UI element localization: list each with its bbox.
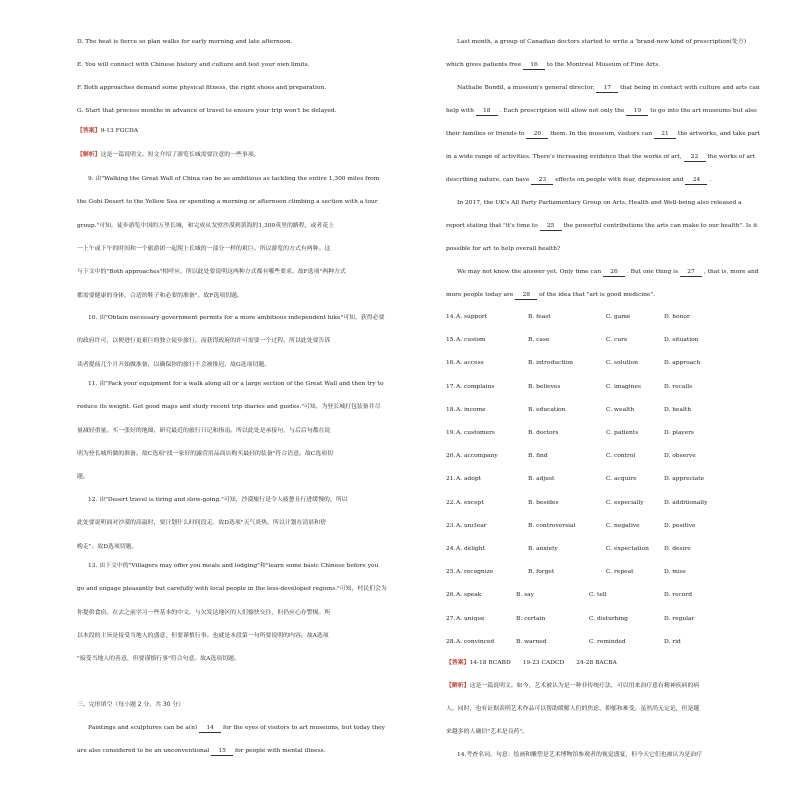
passage-text: which gives patients free [446,62,522,68]
passage-text: In 2017, the UK's All Party Parliamentary Group on Arts, Health and Well-being also released a [457,200,742,206]
passage-line [446,61,660,70]
q12-line: 晚走"。故D选项切题。 [77,543,138,550]
passage-text: are also considered to be an unconventional [77,748,210,754]
passage-line [77,724,385,733]
blank-14: 14 [199,724,221,733]
blank-19: 19 [626,107,648,116]
choice-d[interactable]: D. desire [664,546,691,552]
choice-row [446,336,794,344]
choice-c[interactable]: C. solution [606,360,638,367]
passage-text: that being in contact with culture and arts can [620,85,760,91]
passage-text: possible for art to help overall health? [446,246,561,252]
choice-c[interactable]: C. cure [606,337,628,344]
choice-row [446,429,794,437]
passage-text: , that is, more and [703,269,759,275]
passage-line [446,130,760,139]
choice-b[interactable]: B. anxiety [528,546,558,552]
passage-text: . Each prescription will allow not only the [499,108,625,114]
choice-c[interactable]: C. wealth [606,406,635,413]
answer-line [446,659,629,667]
passage-line [77,747,326,756]
blank-28: 28 [515,291,537,300]
question-number: 26. [446,592,456,599]
passage-text: the works of art [707,154,756,160]
choice-row [446,383,794,391]
question-number: 28. [446,638,456,645]
choice-a[interactable]: A. speak [456,592,482,599]
q10-line: 的政府许可，以便进行更艰巨的独立徒步旅行。而获得政府的许可需要一个过程。所以此处要告诉 [77,338,331,345]
choice-c[interactable]: C. control [606,453,636,460]
blank-17: 17 [596,84,618,93]
question-number: 15. [446,337,456,344]
question-number: 21. [446,476,456,483]
choice-row [446,452,794,460]
passage-text: more people today are [446,292,514,298]
passage-text: report stating that "it's time to [446,223,538,229]
blank-18: 18 [476,107,498,116]
passage-line [446,153,755,162]
blank-26: 26 [603,268,625,277]
choice-c[interactable]: C. reminded [589,638,626,645]
choice-c[interactable]: C. patients [606,430,639,436]
passage-line [446,107,757,116]
passage-text: to go into the art museums but also [650,108,757,114]
choice-d[interactable]: D. rid [664,638,681,645]
passage-text: in a wide range of activities. There's increasing evidence that the works of art, [446,154,682,160]
choice-d[interactable]: D. players [664,430,695,436]
analysis-line [446,705,699,713]
choice-c[interactable]: C. tell [589,592,607,599]
passage-text: effects on people with fear, depression and [555,177,684,183]
question-number: 16. [446,360,456,367]
section-title: 三、完形填空（每小题 2 分，共 30 分） [77,702,185,708]
choice-c[interactable]: C. repeat [606,569,634,576]
q9-line: 与下文中的"Both approaches"相呼应。所以此处要说明这两种方式都有哪些要求。故F选项"两种方式 [77,269,346,276]
choice-c[interactable]: C. expectation [606,546,649,552]
analysis-text: 这是一篇说明文。如今，艺术被认为是一种非传统疗法，可以用来治疗患有精神疾病的病 [469,683,700,689]
answer-group: 19-23 CADCD [522,660,565,666]
choice-a[interactable]: A. customers [456,430,495,436]
passage-text: Paintings and sculptures can be a(n) [88,725,198,731]
choice-d[interactable]: D. positive [664,522,696,529]
choice-b[interactable]: B. case [528,337,550,344]
passage-text: We may not know the answer yet. Only time can [457,269,602,275]
choice-b[interactable]: B. education [528,406,566,413]
choice-d[interactable]: D. record [664,592,692,599]
passage-text: the powerful contributions the arts can make to our health". Is it [563,223,758,229]
passage-text: their families or friends to [446,131,525,137]
question-number: 22. [446,499,456,506]
q12-line: 12. 由"Desert travel is tiring and slow-going."可知，沙漠旅行是令人疲惫且行进缓慢的。所以 [88,497,348,503]
answer-text: 9-13 FGCDA [100,128,138,134]
analysis-text: 这是一篇说明文。短文介绍了游览长城需要注意的一些事项。 [100,152,260,158]
passage-text: of the idea that "art is good medicine". [539,292,655,298]
choice-c[interactable]: C. especially [606,499,644,506]
question-number: 24. [446,546,456,552]
choice-c[interactable]: C. acquire [606,476,637,483]
analysis-tag: 【解析】 [446,682,470,689]
choice-a[interactable]: A. delight [456,546,485,552]
choice-a[interactable]: A. adopt [456,476,481,483]
q9-line: 9. 由"Walking the Great Wall of China can be as ambitious as tackling the entire 1,300 miles from [88,176,380,182]
choice-c[interactable]: C. game [606,314,631,320]
option-line: G. Start that process months in advance of travel to ensure your trip won't be delayed. [77,108,337,114]
q11-line: reduce its weight. Get good maps and study recent trip diaries and guides."可知，为登长城打包装备并尽 [77,404,381,411]
answer-group: 24-28 BACBA [576,660,617,666]
blank-21: 21 [654,130,676,139]
choice-b[interactable]: B. adjust [528,476,555,483]
blank-16: 16 [523,61,545,70]
choice-a[interactable]: A. unique [456,615,485,622]
choice-a[interactable]: A. convinced [456,638,495,645]
passage-text: Last month, a group of Canadian doctors started to write a 'brand-new kind of prescription(处方) [457,39,747,45]
choice-b[interactable]: B. find [528,453,548,460]
choice-b[interactable]: B. feast [528,314,551,320]
q9-line: group."可知，徒步游览中国的万里长城，和完成从戈壁沙漠到黄海的1,300英里的路程，或者花上 [77,222,335,229]
choice-b[interactable]: B. believes [528,383,561,390]
blank-22: 22 [684,153,706,162]
question-number: 23. [446,522,456,529]
q10-line: 10. 由"Obtain necessary government permits for a more ambitious independent hike"可知，获得必要 [88,315,385,321]
choice-a[interactable]: A. except [456,499,484,506]
question-number: 20. [446,453,456,460]
answer-line [77,127,138,135]
choice-b[interactable]: B. introduction [528,360,573,367]
q13-line: go and engage pleasantly but carefully with local people in the less-developed regions."可知，村民们会为 [77,586,387,593]
analysis-text: 人。同时，也有证据表明艺术作品可以帮助缓解人们的焦虑、抑郁和难受。虽然尚无定论，但是越 [446,706,700,712]
choice-row [446,522,794,530]
choice-a[interactable]: A. access [456,360,484,367]
q12-line: 此处要说明面对沙漠的高温时，要计划什么时间段走。故D选项"天气炎热，所以计划在清晨和傍 [77,520,326,527]
choice-d[interactable]: D. honor [664,314,690,320]
passage-text: help with [446,108,474,114]
passage-line [446,222,757,231]
passage-text: them. In the museum, visitors can [550,131,653,137]
choice-row [446,359,794,367]
passage-line [446,268,759,277]
passage-line [446,245,560,253]
choice-c[interactable]: C. disturbing [589,615,628,622]
choice-a[interactable]: A. recognize [456,569,494,576]
blank-25: 25 [540,222,562,231]
choice-d[interactable]: D. regular [664,615,695,622]
blank-20: 20 [526,130,548,139]
choice-row [446,591,794,599]
question-number: 14. [446,314,456,320]
choice-row [446,615,794,623]
choice-a[interactable]: A. income [456,406,486,413]
choice-row [446,638,794,646]
choice-b[interactable]: B. doctors [528,430,559,436]
passage-text: describing nature, can have [446,177,530,183]
choice-b[interactable]: B. warned [516,638,547,645]
analysis-tag: 【解析】 [77,151,101,158]
analysis-text: 来越多的人确信"艺术是良药"。 [446,729,528,735]
passage-line [446,291,655,300]
passage-text: to the Montreal Museum of Fine Arts. [546,62,661,68]
choice-d[interactable]: D. appreciate [664,476,705,483]
choice-d[interactable]: D. additionally [664,499,708,506]
passage-text: the artworks, and take part [677,131,761,137]
q13-line: "接受当地人的善意，但要谨慎行事"符合句意。故A选项切题。 [77,656,240,663]
question-number: 25. [446,569,456,576]
passage-line [446,38,746,46]
analysis-line [446,728,528,736]
analysis-line [446,682,699,690]
note-line: 14.考查名词。句意：绘画和雕塑是艺术博物馆参观者的视觉盛宴，但今天它们也被认为是治疗 [457,752,702,758]
choice-b[interactable]: B. certain [516,615,546,622]
passage-text: for people with mental illness. [234,748,326,754]
answer-group: 14-18 BCABD [469,660,511,666]
choice-row [446,499,794,507]
question-number: 19. [446,430,456,436]
option-line: F. Both approaches demand some physical fitness, the right shoes and preparation. [77,85,327,91]
passage-line [446,84,760,93]
choice-d[interactable]: D. health [664,406,692,413]
choice-b[interactable]: B. say [516,592,534,599]
analysis-line [77,151,260,159]
choice-a[interactable]: A. complains [456,383,495,390]
choice-row [446,475,794,483]
option-line: D. The heat is fierce so plan walks for early morning and late afternoon. [77,39,293,45]
passage-line [446,176,711,185]
choice-d[interactable]: D. approach [664,360,701,367]
question-number: 18. [446,406,456,413]
passage-text: for the eyes of visitors to art museums, but today they [222,725,385,731]
question-number: 17. [446,383,456,390]
q9-line: 一上午或下午的时间和一个旅游团一起爬上长城的一部分一样的艰巨。所以游览的方式有两种。这 [77,245,331,252]
q11-line: 量减轻重量。买一张好的地图，研究最近的旅行日记和指南。所以此处是承接句，与后后句都在说 [77,427,331,434]
blank-23: 23 [531,176,553,185]
answer-tag: 【答案】 [77,127,101,134]
choice-c[interactable]: C. imagines [606,383,641,390]
choice-row [446,568,794,576]
choice-a[interactable]: A. support [456,314,488,320]
question-number: 27. [446,615,456,622]
choice-b[interactable]: B. controversial [528,522,576,529]
q13-line: 13. 由下文中的"Villagers may offer you meals and lodging"和"learn some basic Chinese before you [88,563,379,569]
choice-row [446,545,794,553]
choice-b[interactable]: B. forget [528,569,555,576]
q11-line: 题。 [77,474,89,481]
q9-line: the Gobi Desert to the Yellow Sea or spending a morning or afternoon climbing a section with a tour [77,199,378,206]
q13-line: 以本段的主旨是接受当地人的盛意，但要谨慎行事。也就是本段第一句所要说明的内容。故A选项 [77,632,329,639]
choice-d[interactable]: D. observe [664,453,696,460]
choice-a[interactable]: A. custom [456,337,486,344]
choice-c[interactable]: C. negative [606,522,640,529]
choice-a[interactable]: A. unclear [456,522,487,529]
choice-b[interactable]: B. besides [528,499,559,506]
q11-line: 11. 由"Pack your equipment for a walk along all or a large section of the Great Wall and then try to [88,381,384,387]
answer-tag: 【答案】 [446,659,470,666]
passage-text: . But one thing is [626,269,679,275]
blank-27: 27 [680,268,702,277]
q9-line: 都需要健康的身体，合适的鞋子和必要的准备"。故F选项切题。 [77,292,243,299]
q11-line: 明为登长城所做的准备。故C选项"找一家好的露营用品商店购买最轻的装备"符合语意。故C选项切 [77,450,333,457]
passage-text: Nathalie Bondil, a museum's general director, [457,85,597,91]
choice-row [446,313,794,321]
passage-line [446,199,742,207]
q13-line: 你提供食宿。在去之前学习一些基本的中文，与欠发达地区的人们愉快交往，但仍应心存警惕。所 [77,609,331,616]
option-line: E. You will connect with Chinese history and culture and test your own limits. [77,62,310,68]
blank-24: 24 [685,176,707,185]
choice-row [446,406,794,414]
choice-d[interactable]: D. recalls [664,383,693,390]
q10-line: 读者提前几个月开始做准备，以确保你的旅行不会被推迟。故G选项切题。 [77,361,271,368]
choice-d[interactable]: D. situation [664,337,699,344]
passage-text: . [709,177,712,183]
blank-15: 15 [211,747,233,756]
choice-d[interactable]: D. miss [664,569,686,576]
choice-a[interactable]: A. accompany [456,453,498,460]
